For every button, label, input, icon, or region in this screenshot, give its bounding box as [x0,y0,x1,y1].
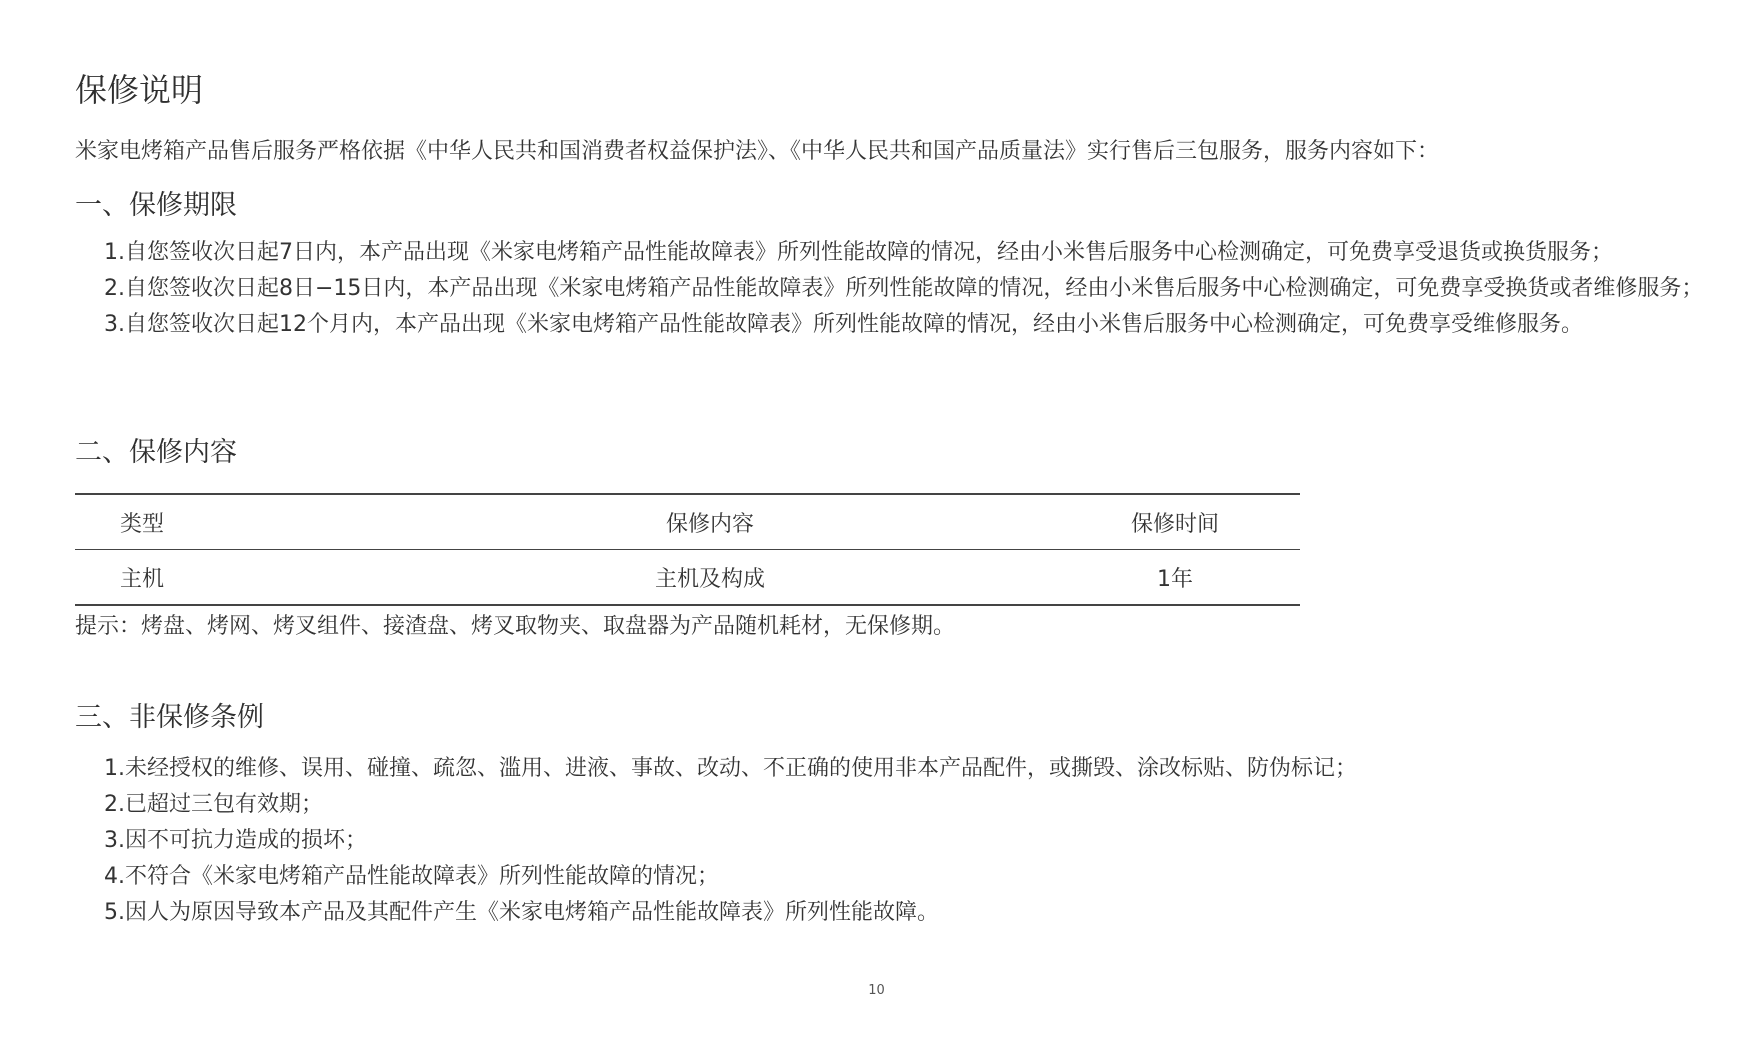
list-item [104,751,1704,787]
column-header-content: 保修内容 [665,511,754,537]
non-warranty-list [104,751,1704,931]
list-item-number: 3. [104,828,125,853]
section-heading-warranty-content: 二、保修内容 [75,437,237,468]
intro-paragraph: 米家电烤箱产品售后服务严格依据《中华人民共和国消费者权益保护法》、《中华人民共和国产品质量法》实行售后三包服务，服务内容如下： [75,139,1440,164]
list-item-text: 因不可抗力造成的损坏； [125,828,368,853]
warranty-period-list [104,235,1704,343]
list-item-text: 不符合《米家电烤箱产品性能故障表》所列性能故障的情况； [125,864,720,889]
list-item-number: 1. [104,756,125,781]
list-item [104,235,1704,271]
table-cell-period: 1年 [1157,566,1193,592]
consumables-note: 提示：烤盘、烤网、烤叉组件、接渣盘、烤叉取物夹、取盘器为产品随机耗材，无保修期。 [75,614,956,639]
list-item-text: 自您签收次日起7日内，本产品出现《米家电烤箱产品性能故障表》所列性能故障的情况，经由小米售后服务中心检测确定，可免费享受退货或换货服务； [125,240,1614,265]
list-item-text: 自您签收次日起8日−15日内，本产品出现《米家电烤箱产品性能故障表》所列性能故障的情况，经由小米售后服务中心检测确定，可免费享受换货或者维修服务； [125,276,1704,301]
section-heading-non-warranty: 三、非保修条例 [75,702,264,733]
list-item [104,271,1704,307]
list-item-number: 3. [104,312,125,337]
list-item-number: 1. [104,240,125,265]
table-cell-content: 主机及构成 [654,566,765,592]
list-item-text: 已超过三包有效期； [125,792,324,817]
page-number: 10 [868,983,885,998]
list-item-text: 自您签收次日起12个月内，本产品出现《米家电烤箱产品性能故障表》所列性能故障的情况，经由小米售后服务中心检测确定，可免费享受维修服务。 [125,312,1583,337]
list-item [104,895,1704,931]
section-heading-warranty-period: 一、保修期限 [75,190,237,221]
table-header-row [75,494,1300,550]
column-header-period: 保修时间 [1130,511,1219,537]
column-header-type: 类型 [120,511,165,537]
list-item-number: 5. [104,900,125,925]
table-row [75,550,1300,606]
page-title: 保修说明 [75,71,204,109]
list-item-text: 因人为原因导致本产品及其配件产生《米家电烤箱产品性能故障表》所列性能故障。 [125,900,940,925]
list-item [104,787,1704,823]
list-item-number: 2. [104,276,125,301]
list-item-number: 4. [104,864,125,889]
warranty-table [75,493,1300,606]
list-item-text: 未经授权的维修、误用、碰撞、疏忽、滥用、进液、事故、改动、不正确的使用非本产品配件，或撕毁、涂改标贴、防伪标记； [125,756,1358,781]
list-item [104,823,1704,859]
table-cell-type: 主机 [120,566,165,592]
list-item [104,307,1704,343]
list-item-number: 2. [104,792,125,817]
list-item [104,859,1704,895]
